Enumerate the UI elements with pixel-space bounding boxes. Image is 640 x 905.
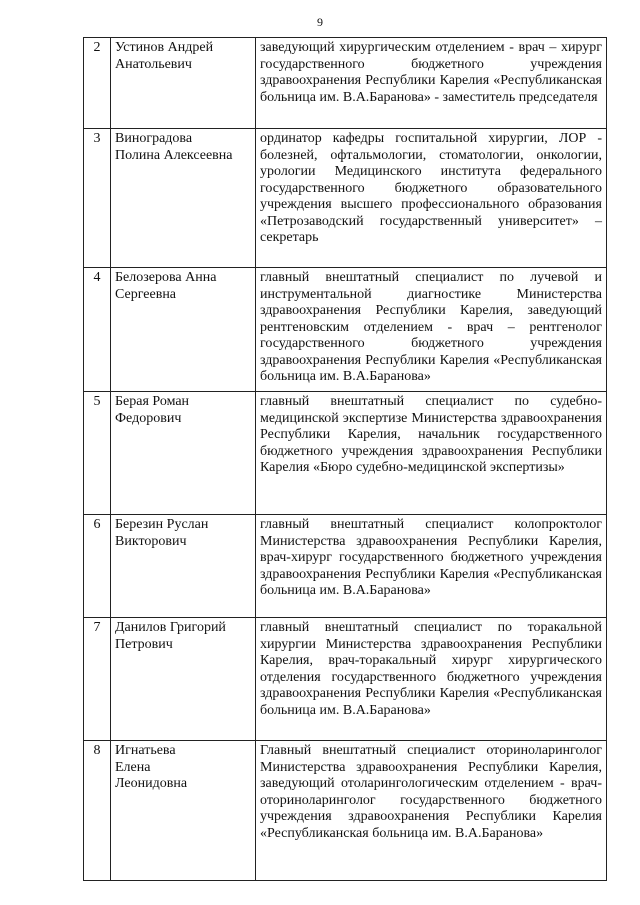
page-number: 9 <box>317 15 323 29</box>
member-name-cell <box>111 38 256 129</box>
member-name: Игнатьева Елена Леонидовна <box>115 743 188 791</box>
row-number: 2 <box>84 38 111 129</box>
row-number: 4 <box>84 268 111 392</box>
member-role-cell <box>256 129 607 268</box>
table-row <box>84 392 607 515</box>
member-role: Главный внештатный специалист оториноларинголог Министерства здравоохранения Республики Карелия, заведующий отоларингологическим отделением - врач-оториноларинголог государственного бюджетного учреждения здравоохранения Республики Карелия «Республиканская больница им. В.А.Баранова» <box>260 743 602 841</box>
table-row <box>84 38 607 129</box>
row-number: 6 <box>84 515 111 618</box>
member-role: главный внештатный специалист по судебно-медицинской экспертизе Министерства здравоохранения Республики Карелия, начальник государственного бюджетного учреждения здравоохранения Республики Карелия «Бюро судебно-медицинской экспертизы» <box>260 394 602 475</box>
member-role-cell <box>256 515 607 618</box>
member-name-cell <box>111 741 256 881</box>
member-name-cell <box>111 268 256 392</box>
member-name: Устинов Андрей Анатольевич <box>115 40 214 72</box>
member-name: Берая Роман Федорович <box>115 394 190 426</box>
member-role: ординатор кафедры госпитальной хирургии, ЛОР - болезней, офтальмологии, стоматологии, онкологии, урологии Медицинского института федерального государственного бюджетного образовательного учреждения высшего профессионального образования «Петрозаводский государственный университет» – секретарь <box>260 131 602 245</box>
table-row <box>84 515 607 618</box>
member-name-cell <box>111 129 256 268</box>
member-name-cell <box>111 515 256 618</box>
member-role: главный внештатный специалист по лучевой и инструментальной диагностике Министерства здравоохранения Республики Карелия, заведующий рентгеновским отделением - врач – рентгенолог государственного бюджетного учреждения здравоохранения Республики Карелия «Республиканская больница им. В.А.Баранова» <box>260 270 602 384</box>
member-role-cell <box>256 392 607 515</box>
member-role: главный внештатный специалист колопроктолог Министерства здравоохранения Республики Карелия, врач-хирург государственного бюджетного учреждения здравоохранения Республики Карелия «Республиканская больница им. В.А.Баранова» <box>260 517 602 598</box>
member-role-cell <box>256 268 607 392</box>
commission-members-table <box>83 37 607 881</box>
member-name: Данилов Григорий Петрович <box>115 620 226 652</box>
row-number: 5 <box>84 392 111 515</box>
member-name: Виноградова Полина Алексеевна <box>115 131 233 163</box>
row-number: 7 <box>84 618 111 741</box>
member-role-cell <box>256 38 607 129</box>
row-number: 8 <box>84 741 111 881</box>
member-role-cell <box>256 741 607 881</box>
table-row <box>84 129 607 268</box>
table-row <box>84 741 607 881</box>
member-name: Березин Руслан Викторович <box>115 517 209 549</box>
row-number: 3 <box>84 129 111 268</box>
table-row <box>84 268 607 392</box>
member-role: заведующий хирургическим отделением - врач – хирург государственного бюджетного учреждения здравоохранения Республики Карелия «Республиканская больница им. В.А.Баранова» - заместитель председателя <box>260 40 602 105</box>
member-name-cell <box>111 618 256 741</box>
member-role: главный внештатный специалист по торакальной хирургии Министерства здравоохранения Республики Карелия, врач-торакальный хирург хирургического отделения государственного бюджетного учреждения здравоохранения Республики Карелия «Республиканская больница им. В.А.Баранова» <box>260 620 602 718</box>
member-name: Белозерова Анна Сергеевна <box>115 270 217 302</box>
member-name-cell <box>111 392 256 515</box>
table-row <box>84 618 607 741</box>
member-role-cell <box>256 618 607 741</box>
